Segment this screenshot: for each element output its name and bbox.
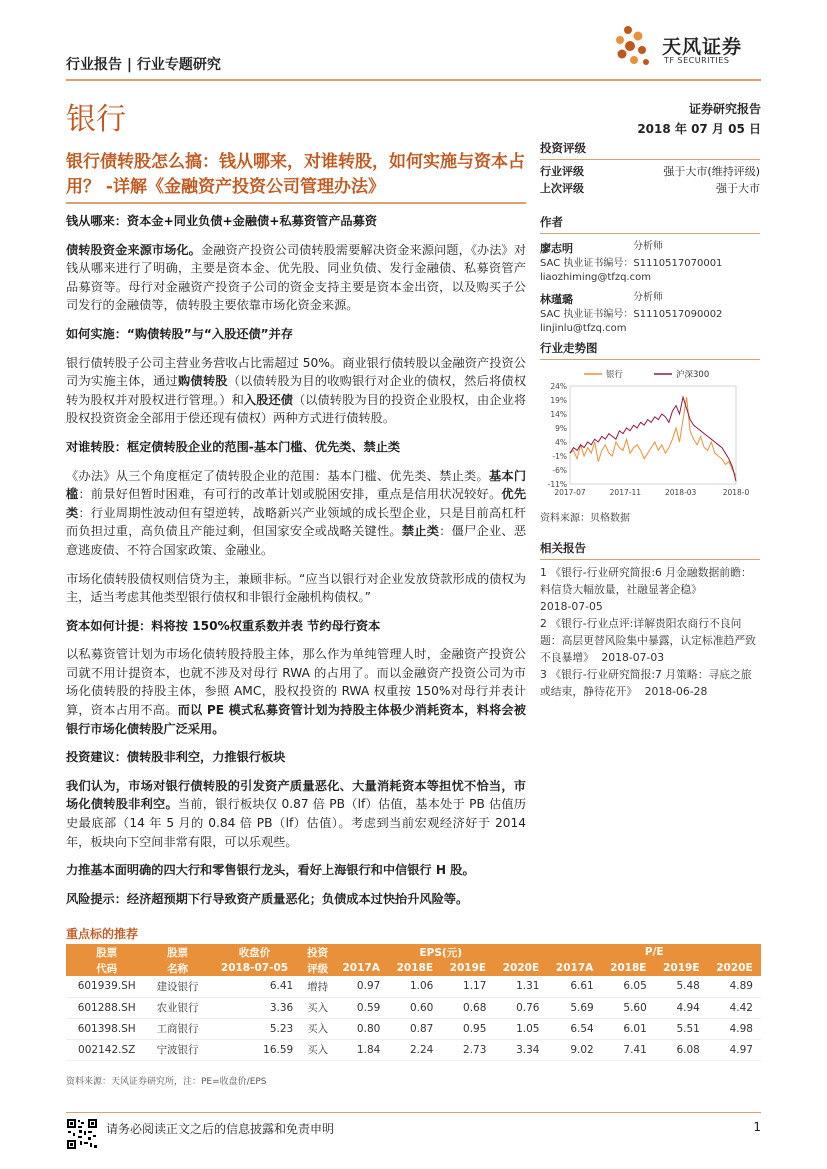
y-tick-label: 19% [550,396,567,405]
x-tick-label: 2017-11 [609,488,642,497]
paragraph-implementation [66,354,526,428]
table-cell: 4.97 [708,1039,761,1060]
bold-text: 禁止类 [401,524,440,539]
body-text: ：行业周期性波动但有望逆转，战略新兴产业领域的成长型企业，只是目前高杠杆而负担过重，高负债且产能过剩，但国家安全或战略关键性。 [66,505,527,539]
th: 2018E [388,960,441,976]
table-cell: 601939.SH [66,976,147,997]
paragraph-picks [66,861,526,880]
trend-box [540,340,760,360]
table-source: 资料来源：天风证券研究所，注：PE=收盘价/EPS [66,1077,267,1087]
table-cell: 1.05 [494,1018,547,1039]
table-cell: 1.17 [441,976,494,997]
th: P/E [547,944,761,960]
table-row [66,976,761,997]
x-tick-label: 2017-07 [554,488,586,497]
rating-title: 投资评级 [540,140,760,160]
table-cell: 5.48 [655,976,708,997]
th: 股票 [66,944,147,960]
table-cell: 增持 [301,976,334,997]
table-cell: 4.42 [708,997,761,1018]
table-cell: 农业银行 [147,997,207,1018]
table-cell: 1.84 [334,1039,388,1060]
logo-subtext: TF SECURITIES [664,56,730,65]
bold-text: 风险提示：经济超预期下行导致资产质量恶化；负债成本过快抬升风险等。 [66,891,469,906]
table-cell: 5.60 [602,997,655,1018]
author-sac: SAC 执业证书编号：S1110517090002 [540,309,723,320]
disclaimer-link[interactable]: 请务必阅读正文之后的信息披露和免责申明 [106,1122,335,1136]
th: 2020E [494,960,547,976]
logo-mark [616,26,649,65]
related-report-date: 2018-07-05 [540,600,603,613]
industry-trend-chart [540,362,760,502]
series-line-0 [570,397,736,475]
qr-code-icon [66,1118,98,1150]
rating-row [540,163,760,180]
y-tick-label: -6% [552,466,567,475]
legend-label: 银行 [606,370,624,380]
th: 代码 [66,960,147,976]
prev-rating-label: 上次评级 [540,182,584,195]
bold-text: 购债转股 [177,374,228,389]
paragraph-targets [66,467,526,560]
related-report-3[interactable] [540,666,760,700]
related-report-text: 1 《银行-行业研究简报:6 月金融数据前瞻：料信贷大幅放量，社融显著企稳》 [540,566,752,596]
series-line-1 [570,397,736,481]
chart-legend [584,369,709,380]
header-rule [66,79,761,81]
report-date: 2018 年 07 月 05 日 [637,122,761,136]
footer-rule [66,1112,761,1113]
lead-text: 债转股资金来源市场化。 [66,242,201,257]
table-cell: 6.61 [547,976,601,997]
table-cell: 4.89 [708,976,761,997]
main-body [66,212,526,918]
table-cell: 0.87 [388,1018,441,1039]
th: 2019E [441,960,494,976]
page-number: 1 [753,1120,761,1134]
chart-source: 资料来源：贝格数据 [540,513,630,524]
table-cell: 0.97 [334,976,388,997]
table-cell: 0.59 [334,997,388,1018]
section-head-advice: 投资建议：债转股非利空，力推银行板块 [66,750,286,765]
section-head-targets: 对谁转股：框定债转股企业的范围-基本门槛、优先类、禁止类 [66,439,401,454]
body-text: 以私募资管计划为市场化债转股持股主体，那么作为单纯管理人时，金融资产投资公司就不用计提资本，也就不涉及对母行 RWA 的占用了。而以金融资产投资公司为市场化债转股的持股主体，参照 AMC，股权投资的 RWA 权重按 150%对母行并表计算，资本占用不高。 [66,647,526,718]
body-text: 当前，银行板块仅 0.87 倍 PB（lf）估值，基本处于 PB 估值历史最底部（14 年 5 月的 0.84 倍 PB（lf）估值）。考虑到当前宏观经济好于 2014 年，板块向下空间非常有限，可以乐观些。 [66,797,527,849]
table-cell: 3.34 [494,1039,547,1060]
table-cell: 601398.SH [66,1018,147,1039]
prev-rating-row [540,180,760,197]
table-cell: 16.59 [208,1039,301,1060]
trend-title: 行业走势图 [540,340,760,360]
table-cell: 0.68 [441,997,494,1018]
th: 股票 [147,944,207,960]
related-box [540,540,760,700]
table-cell: 1.06 [388,976,441,997]
chart-frame [570,386,736,484]
table-cell: 工商银行 [147,1018,207,1039]
y-tick-label: -1% [552,452,567,461]
author-email[interactable]: liaozhiming@tfzq.com [540,272,651,283]
bold-text: 而以 PE 模式私募资管计划为持股主体极少消耗资本，料将会被银行市场化债转股广泛采用。 [66,703,526,736]
table-cell: 建设银行 [147,976,207,997]
table-cell: 9.02 [547,1039,601,1060]
body-text: （以债转股为目的收购银行对企业的债权，然后将债权转为股权并对股权进行管理。）和 [66,374,527,407]
table-cell: 7.41 [602,1039,655,1060]
chart-axes [548,382,750,497]
table-row [66,1018,761,1039]
bold-text: 力推基本面明确的四大行和零售银行龙头，看好上海银行和中信银行 H 股。 [66,863,475,878]
table-cell: 0.95 [441,1018,494,1039]
table-cell: 5.51 [655,1018,708,1039]
author-email[interactable]: linjinlu@tfzq.com [540,323,627,334]
th: 投资 [301,944,334,960]
prev-rating-value: 强于大市 [716,182,760,195]
author-role: 分析师 [633,292,663,303]
th: 2020E [708,960,761,976]
body-text: （以债转股为目的投资企业股权，由企业将股权投资资金全部用于偿还现有债权）两种方式进行债转股。 [66,392,527,426]
section-head-funding: 钱从哪来：资本金+同业负债+金融债+私募资管产品募资 [66,214,377,228]
table-cell: 3.36 [208,997,301,1018]
bold-text: 基本门槛 [66,468,527,502]
title-rule [66,202,526,204]
th: 2018-07-05 [208,960,301,976]
section-head-implementation: 如何实施：“购债转股”与“入股还债”并存 [66,326,294,341]
table-cell: 4.94 [655,997,708,1018]
author-name: 林瑾璐 [540,293,573,306]
rating-value: 强于大市(维持评级) [663,165,760,178]
sector-title: 银行 [66,102,126,137]
table-cell: 5.23 [208,1018,301,1039]
table-cell: 6.41 [208,976,301,997]
bold-text: 我们认为，市场对银行债转股的引发资产质量恶化、大量消耗资本等担忧不恰当，市场化债转股非利空。 [66,778,526,812]
y-tick-label: 24% [550,382,567,391]
table-header-top [66,944,761,960]
th: 2017A [547,960,601,976]
author-title: 作者 [540,214,760,234]
author-sac: SAC 执业证书编号：S1110517070001 [540,258,723,269]
table-cell: 0.76 [494,997,547,1018]
rating-box [540,140,760,197]
y-tick-label: -11% [547,480,567,489]
th: 2019E [655,960,708,976]
table-cell: 0.60 [388,997,441,1018]
th: EPS(元) [334,944,547,960]
y-tick-label: 9% [555,424,567,433]
table-title: 重点标的推荐 [66,927,139,941]
bold-text: 入股还债 [243,392,293,407]
table-cell: 6.08 [655,1039,708,1060]
report-title: 银行债转股怎么搞：钱从哪来，对谁转股，如何实施与资本占用？ -详解《金融资产投资公司管理办法》 [66,152,525,197]
author-role: 分析师 [633,241,663,252]
table-cell: 601288.SH [66,997,147,1018]
x-tick-label: 2018-03 [664,488,697,497]
author-box [540,214,760,336]
body-text: 《办法》从三个角度框定了债转股企业的范围：基本门槛、优先类、禁止类。 [66,468,489,483]
paragraph-risk [66,890,526,909]
related-report-date: 2018-07-03 [601,651,665,664]
related-title: 相关报告 [540,540,760,560]
report-type: 证券研究报告 [688,102,761,116]
table-cell: 6.05 [602,976,655,997]
bold-text: 优先类 [66,487,527,520]
table-cell: 宁波银行 [147,1039,207,1060]
th: 名称 [147,960,207,976]
table-row [66,997,761,1018]
table-cell: 002142.SZ [66,1039,147,1060]
related-report-text: 2 《银行-行业点评:详解贵阳农商行不良问题：高层更替风险集中暴露，认定标准趋严致不良暴增》 [540,617,756,664]
table-header-bottom [66,960,761,976]
paragraph-capital [66,645,526,738]
related-report-2[interactable] [540,615,760,666]
table-body [66,976,761,1060]
table-cell: 6.54 [547,1018,601,1039]
recommendation-table [66,944,761,1061]
paragraph-advice [66,777,526,851]
legend-label: 沪深300 [676,370,710,380]
body-text: ：前景好但暂时困难，有可行的改革计划或脱困安排，重点是信用状况较好。 [78,487,502,502]
table-row [66,1039,761,1060]
paragraph-credit: 市场化债转股债权则信贷为主，兼顾非标。“应当以银行对企业发放贷款形成的债权为主，适当考虑其他类型银行债权和非银行金融机构债权。” [66,571,526,605]
table-cell: 2.73 [441,1039,494,1060]
body-text: 银行债转股子公司主营业务营收占比需超过 50%。商业银行债转股以金融资产投资公司为实施主体，通过 [66,355,526,389]
author-2 [540,291,760,336]
table-cell: 1.31 [494,976,547,997]
x-tick-label: 2018-0 [722,488,750,497]
table-cell: 0.80 [334,1018,388,1039]
related-report-date: 2018-06-28 [644,685,708,698]
author-name: 廖志明 [540,242,573,255]
table-cell: 4.98 [708,1018,761,1039]
table-cell: 买入 [301,1018,334,1039]
body-text: ：僵尸企业、恶意逃废债、不符合国家政策、金融业。 [66,524,527,557]
table-cell: 5.69 [547,997,601,1018]
body-text: 金融资产投资公司债转股需要解决资金来源问题，《办法》对钱从哪来进行了明确，主要是资本金、优先股、同业负债、发行金融债、私募资管产品募资等。母行对金融资产投资子公司的资金支持主要是资本金出资，以及购买子公司发行的金融债等，债转股主要依靠市场化资金来源。 [66,242,527,313]
section-head-capital: 资本如何计提：料将按 150%权重系数并表 节约母行资本 [66,618,381,633]
table-cell: 2.24 [388,1039,441,1060]
related-report-1[interactable] [540,564,760,615]
table-cell: 买入 [301,997,334,1018]
chart-lines [570,397,736,481]
th: 2017A [334,960,388,976]
breadcrumb: 行业报告 | 行业专题研究 [66,57,221,73]
table-cell: 6.01 [602,1018,655,1039]
th: 评级 [301,960,334,976]
paragraph-funding [66,241,526,315]
logo-text: 天风证券 [662,36,743,58]
th: 2018E [602,960,655,976]
rating-label: 行业评级 [540,165,584,178]
table-cell: 买入 [301,1039,334,1060]
th: 收盘价 [208,944,301,960]
y-tick-label: 4% [555,438,567,447]
author-1 [540,240,760,285]
related-report-text: 3 《银行-行业研究简报:7 月策略：寻底之旅或结束，静待花开》 [540,668,752,698]
y-tick-label: 14% [550,410,567,419]
